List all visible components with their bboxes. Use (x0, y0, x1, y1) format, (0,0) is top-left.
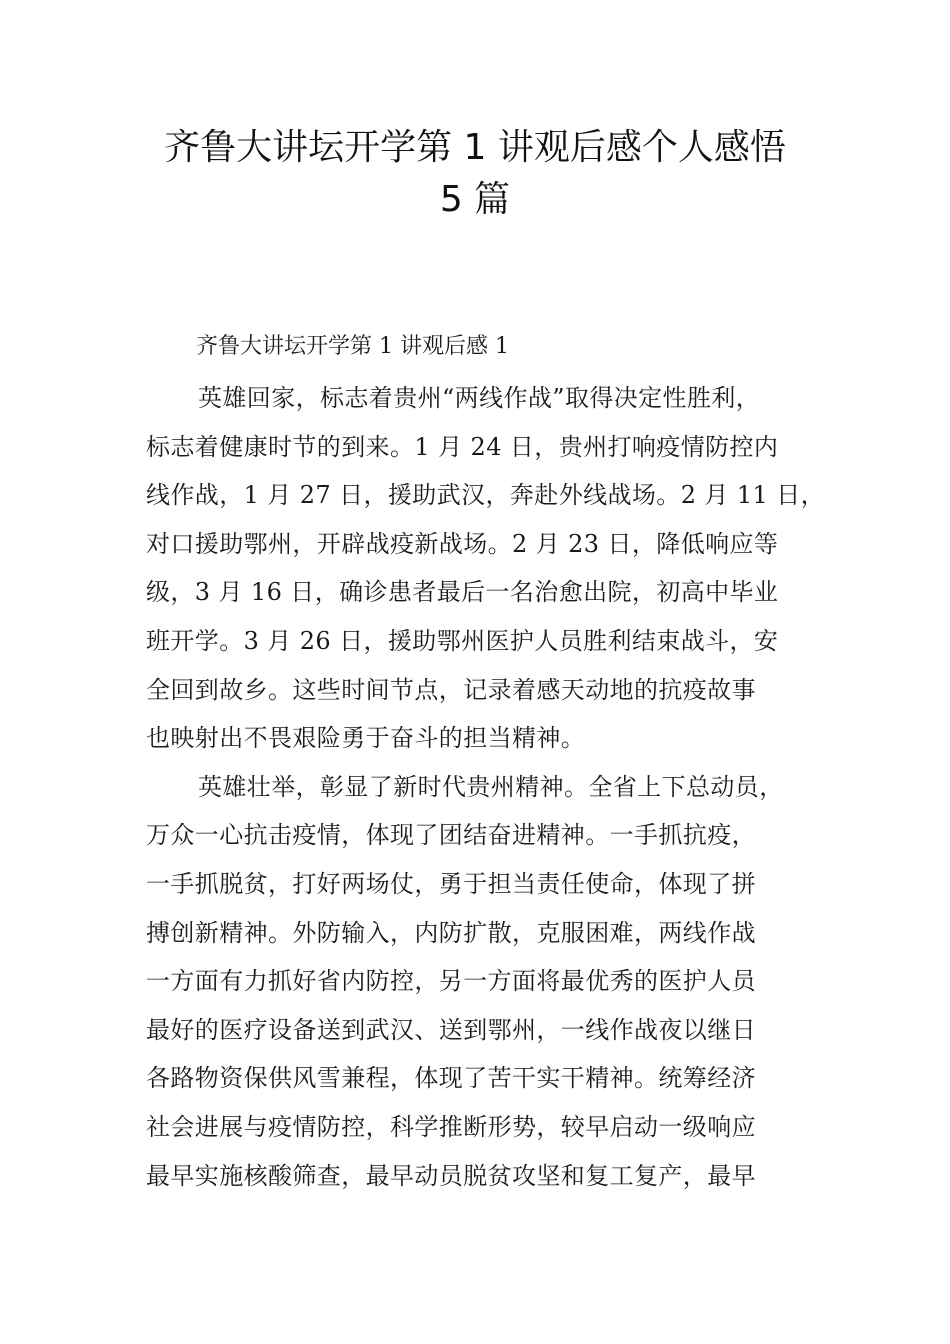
paragraph-2-line: 英雄壮举，彰显了新时代贵州精神。全省上下总动员， (198, 772, 784, 801)
paragraph-2-line: 各路物资保供风雪兼程，体现了苦干实干精神。统筹经济 (146, 1064, 756, 1093)
paragraph-1-line: 标志着健康时节的到来。1 月 24 日，贵州打响疫情防控内 (146, 432, 779, 461)
paragraph-2-line: 一方面有力抓好省内防控，另一方面将最优秀的医护人员 (146, 967, 756, 996)
paragraph-1-line: 班开学。3 月 26 日，援助鄂州医护人员胜利结束战斗，安 (146, 626, 779, 655)
section-subheading: 齐鲁大讲坛开学第 1 讲观后感 1 (196, 334, 509, 359)
document-body (146, 380, 826, 1206)
title-line-1: 齐鲁大讲坛开学第 1 讲观后感个人感悟 (164, 127, 786, 168)
paragraph-2-line: 一手抓脱贫，打好两场仗，勇于担当责任使命，体现了拼 (146, 869, 756, 898)
paragraph-2-line: 最早实施核酸筛查，最早动员脱贫攻坚和复工复产，最早 (146, 1161, 756, 1190)
paragraph-2-line: 社会进展与疫情防控，科学推断形势，较早启动一级响应 (146, 1112, 756, 1141)
paragraph-1-line: 全回到故乡。这些时间节点，记录着感天动地的抗疫故事 (146, 675, 756, 704)
title-line-2: 5 篇 (439, 179, 511, 220)
document-title (0, 122, 950, 226)
paragraph-1-line: 也映射出不畏艰险勇于奋斗的担当精神。 (146, 724, 586, 753)
paragraph-1-line: 级，3 月 16 日，确诊患者最后一名治愈出院，初高中毕业 (146, 578, 779, 607)
paragraph-2 (146, 769, 826, 1206)
paragraph-2-line: 搏创新精神。外防输入，内防扩散，克服困难，两线作战 (146, 918, 756, 947)
paragraph-1-line: 线作战，1 月 27 日，援助武汉，奔赴外线战场。2 月 11 日， (146, 481, 825, 510)
paragraph-1-line: 英雄回家，标志着贵州“两线作战”取得决定性胜利， (198, 384, 761, 412)
paragraph-2-line: 最好的医疗设备送到武汉、送到鄂州，一线作战夜以继日 (146, 1015, 756, 1044)
paragraph-1 (146, 380, 826, 769)
paragraph-1-line: 对口援助鄂州，开辟战疫新战场。2 月 23 日，降低响应等 (146, 529, 779, 558)
paragraph-2-line: 万众一心抗击疫情，体现了团结奋进精神。一手抓抗疫， (146, 821, 756, 850)
